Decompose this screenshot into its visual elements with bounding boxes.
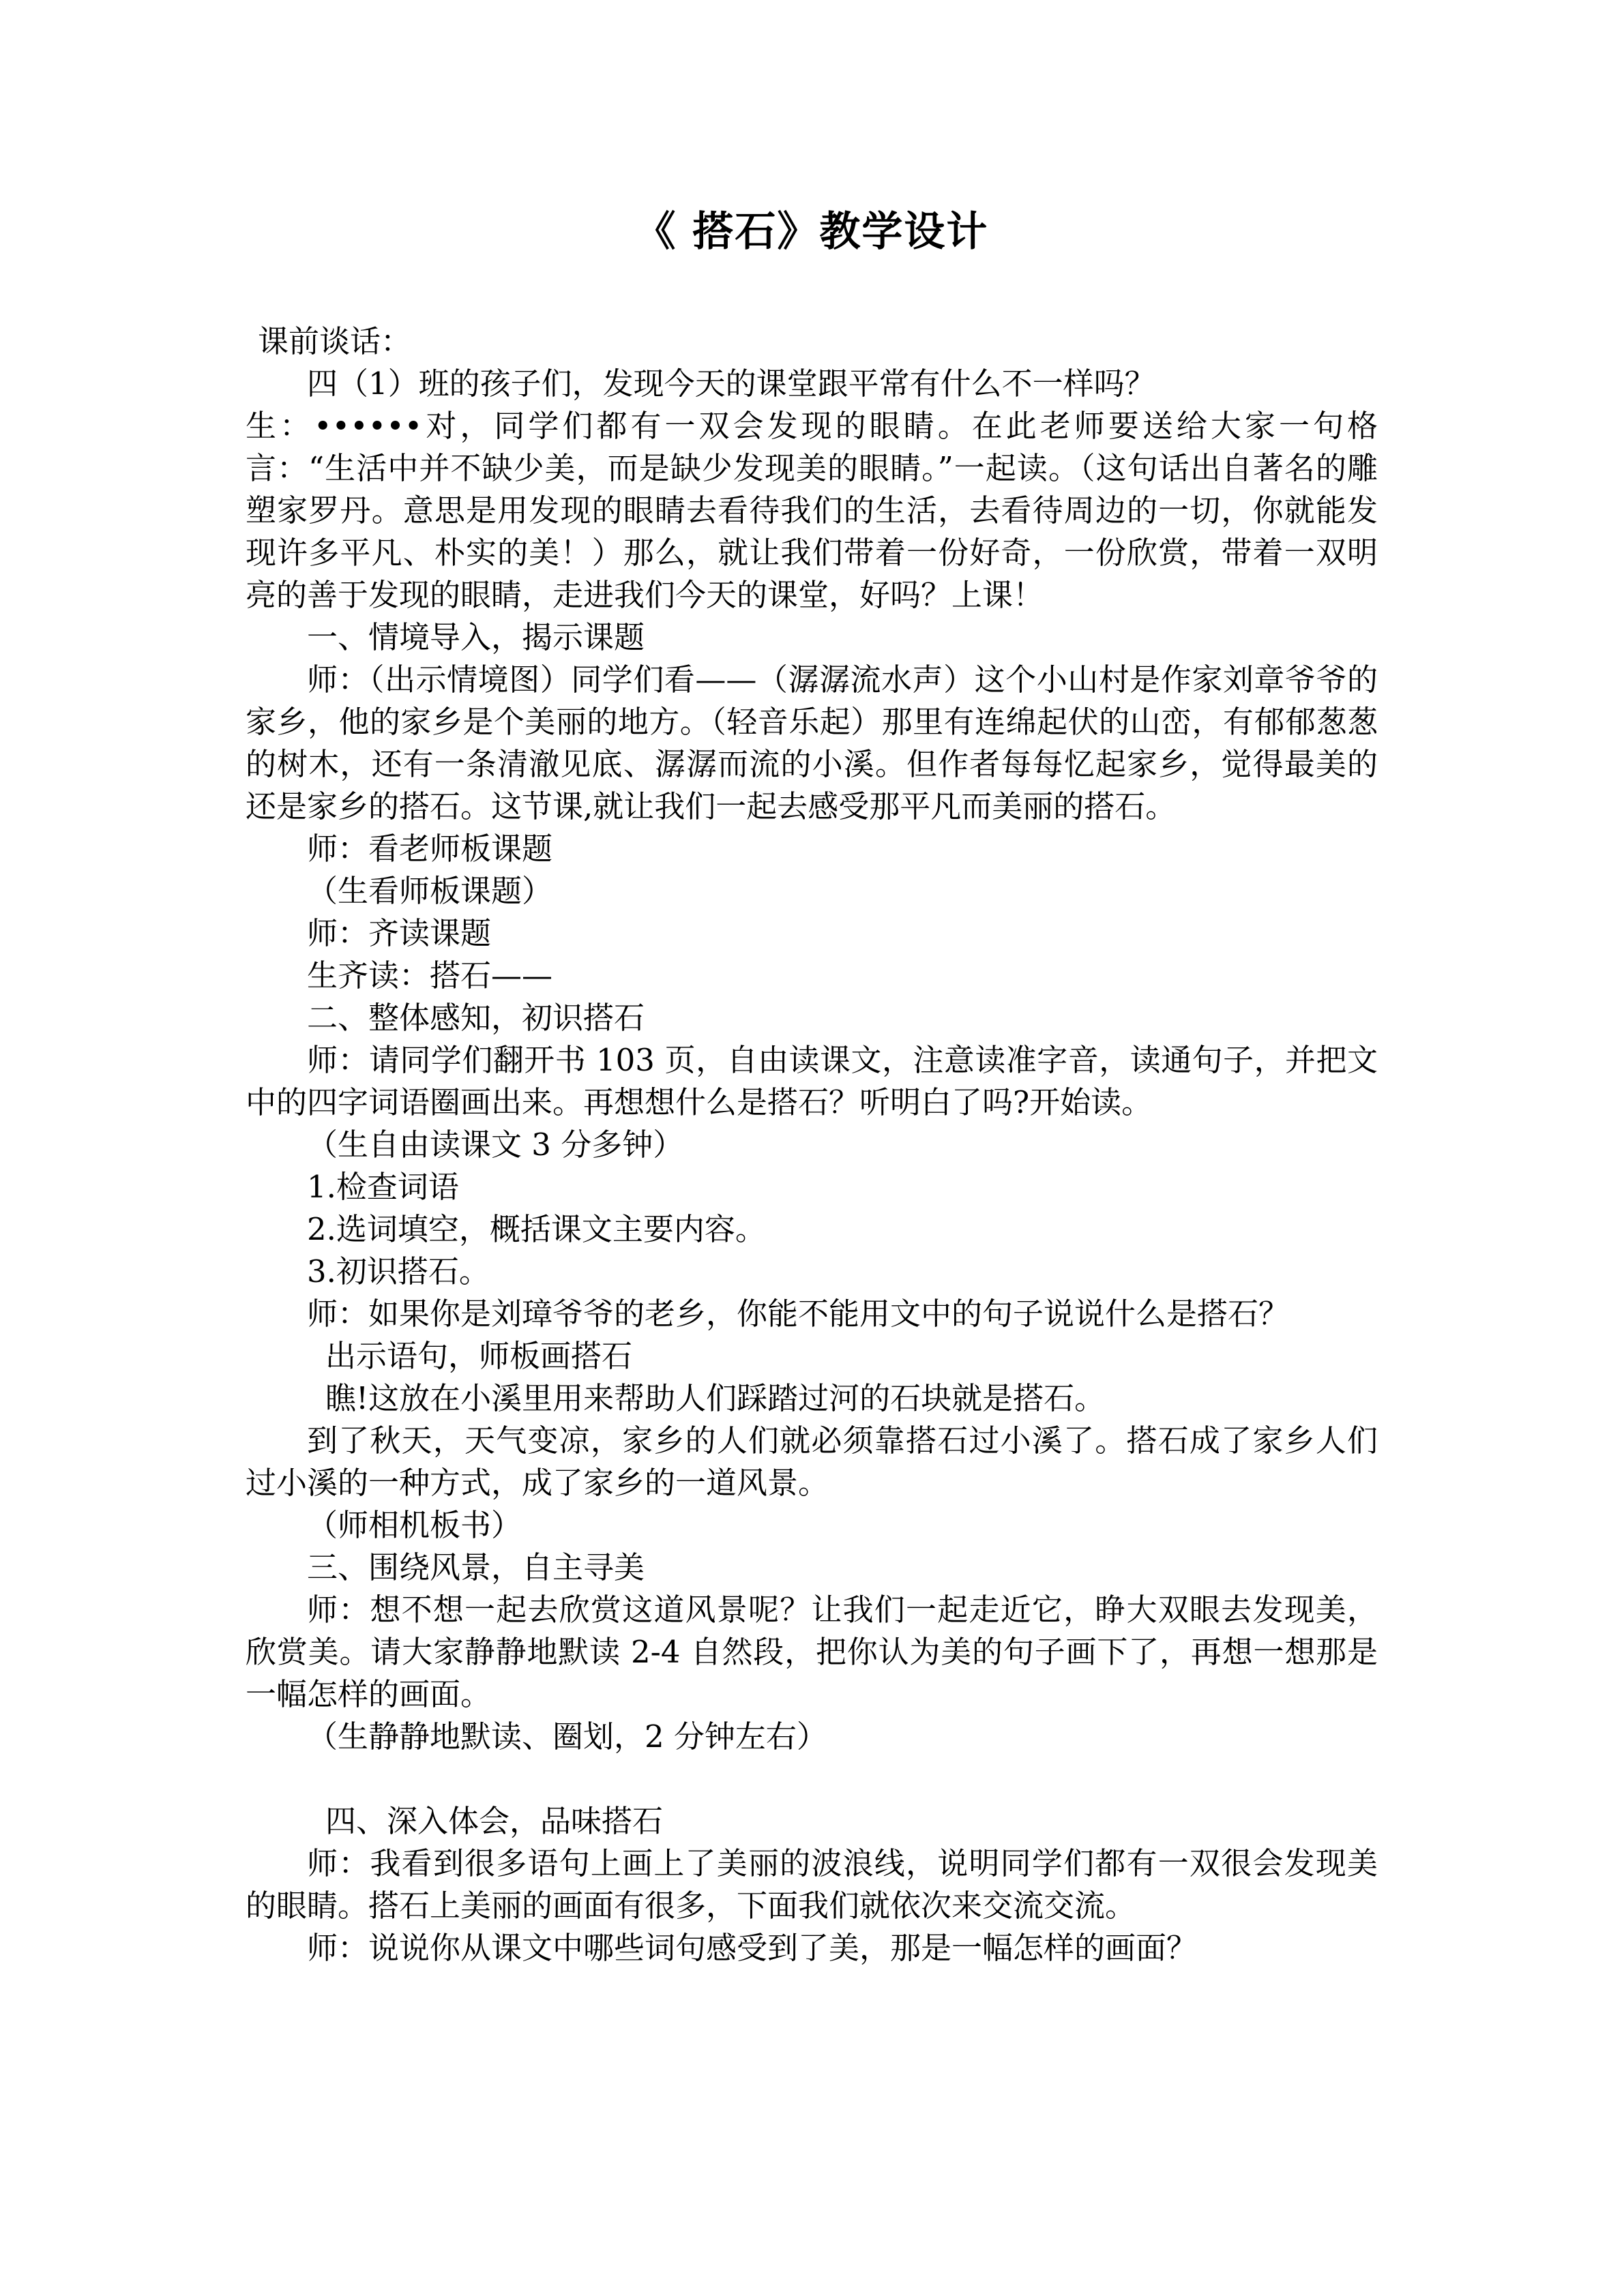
paragraph: 到了秋天，天气变凉，家乡的人们就必须靠搭石过小溪了。搭石成了家乡人们过小溪的一种方式，成了家乡的一道风景。 (246, 1422, 1378, 1501)
paragraph: 生齐读：搭石—— (307, 957, 553, 994)
blank-line (246, 1758, 1378, 1800)
paragraph: 四、深入体会，品味搭石 (325, 1803, 664, 1839)
paragraph: 师：我看到很多语句上画上了美丽的波浪线，说明同学们都有一双很会发现美的眼睛。搭石上美丽的画面有很多，下面我们就依次来交流交流。 (246, 1845, 1378, 1924)
paragraph: 生：••••••对，同学们都有一双会发现的眼睛。在此老师要送给大家一句格言：“生活中并不缺少美，而是缺少发现美的眼睛。”一起读。（这句话出自著名的雕塑家罗丹。意思是用发现的眼睛去看待我们的生活，去看待周边的一切，你就能发现许多平凡、朴实的美！）那么，就让我们带着一份好奇，一份欣赏，带着一双明亮的善于发现的眼睛，走进我们今天的课堂，好吗？上课！ (246, 408, 1378, 613)
paragraph: 一、情境导入，揭示课题 (307, 619, 645, 655)
paragraph: 二、整体感知，初识搭石 (307, 1000, 645, 1036)
paragraph: （生看师板课题） (307, 873, 553, 909)
paragraph: 师：说说你从课文中哪些词句感受到了美，那是一幅怎样的画面？ (307, 1930, 1198, 1966)
paragraph: 1.检查词语 (307, 1169, 459, 1205)
paragraph: 师：看老师板课题 (307, 831, 553, 867)
paragraph: 师：请同学们翻开书 103 页，自由读课文，注意读准字音，读通句子，并把文中的四字词语圈画出来。再想想什么是搭石？听明白了吗?开始读。 (246, 1042, 1378, 1120)
paragraph: 出示语句，师板画搭石 (325, 1338, 633, 1374)
paragraph: （生自由读课文 3 分多钟） (307, 1127, 684, 1163)
document-page (246, 205, 1378, 1969)
paragraph: 瞧!这放在小溪里用来帮助人们踩踏过河的石块就是搭石。 (325, 1380, 1106, 1416)
paragraph: 师：如果你是刘璋爷爷的老乡，你能不能用文中的句子说说什么是搭石？ (307, 1296, 1290, 1332)
paragraph: （师相机板书） (307, 1507, 522, 1543)
paragraph: 四（1）班的孩子们，发现今天的课堂跟平常有什么不一样吗？ (307, 366, 1155, 402)
document-body (246, 320, 1378, 1969)
paragraph: 2.选词填空，概括课文主要内容。 (307, 1211, 766, 1247)
paragraph: 师：齐读课题 (307, 915, 492, 951)
paragraph: 师：（出示情境图）同学们看——（潺潺流水声）这个小山村是作家刘章爷爷的家乡，他的家乡是个美丽的地方。（轻音乐起）那里有连绵起伏的山峦，有郁郁葱葱的树木，还有一条清澈见底、潺潺而流的小溪。但作者每每忆起家乡，觉得最美的还是家乡的搭石。这节课,就让我们一起去感受那平凡而美丽的搭石。 (246, 661, 1378, 824)
paragraph: 3.初识搭石。 (307, 1253, 490, 1289)
paragraph: （生静静地默读、圈划，2 分钟左右） (307, 1718, 827, 1755)
paragraph: 三、围绕风景，自主寻美 (307, 1549, 645, 1585)
paragraph: 师：想不想一起去欣赏这道风景呢？让我们一起走近它，睁大双眼去发现美，欣赏美。请大家静静地默读 2-4 自然段，把你认为美的句子画下了，再想一想那是一幅怎样的画面。 (246, 1592, 1378, 1712)
document-title: 《 搭石》教学设计 (634, 208, 989, 256)
paragraph: 课前谈话： (258, 323, 412, 359)
